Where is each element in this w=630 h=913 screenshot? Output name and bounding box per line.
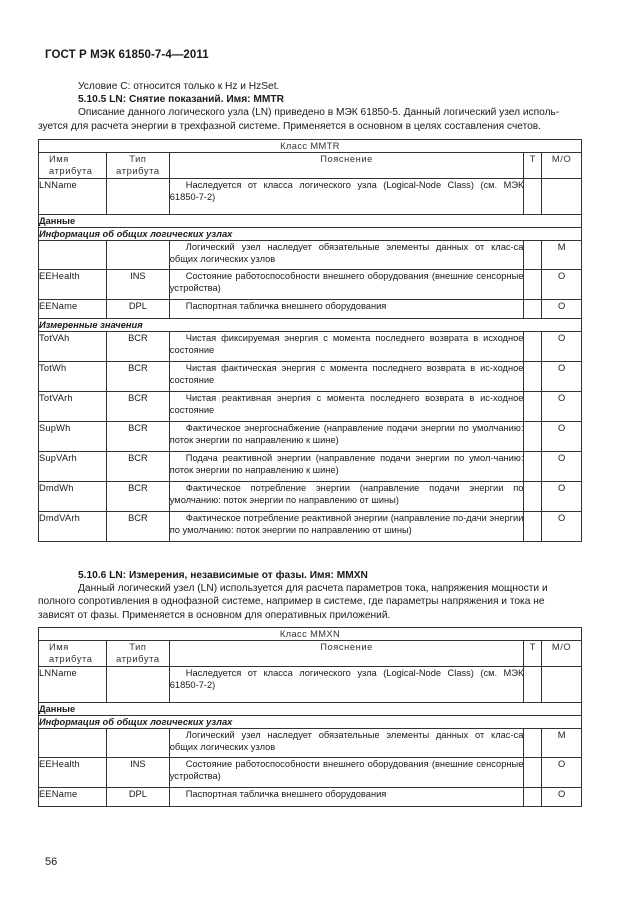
attribute-mo: O — [542, 422, 582, 452]
attribute-explanation: Логический узел наследует обязательные элементы данных от клас-са общих логических узлов — [169, 729, 524, 758]
attribute-name: EEName — [39, 788, 107, 807]
attribute-type: INS — [106, 758, 169, 788]
attribute-mo: M — [542, 241, 582, 270]
attribute-type — [106, 729, 169, 758]
table-row — [39, 482, 582, 512]
attribute-name: SupWh — [39, 422, 107, 452]
attribute-explanation: Чистая фиксируемая энергия с момента последнего возврата в исходное состояние — [169, 332, 524, 362]
attribute-t — [524, 667, 542, 703]
attribute-name — [39, 729, 107, 758]
attribute-name: TotWh — [39, 362, 107, 392]
column-header-name: Имя атрибута — [39, 153, 107, 179]
attribute-mo: O — [542, 788, 582, 807]
attribute-explanation: Состояние работоспособности внешнего оборудования (внешние сенсорные устройства) — [169, 270, 524, 300]
mmxn-description-line2: полного сопротивления в однофазной системе, например в системе, где параметры напряжения и тока не — [38, 596, 545, 608]
measured-values-label: Измеренные значения — [39, 319, 582, 332]
attribute-name: LNName — [39, 667, 107, 703]
attribute-name: EEHealth — [39, 758, 107, 788]
attribute-t — [524, 788, 542, 807]
column-header-name: Имя атрибута — [39, 641, 107, 667]
attribute-mo: O — [542, 758, 582, 788]
column-header-type: Тип атрибута — [107, 153, 170, 179]
attribute-t — [524, 241, 542, 270]
mmxn-description-line3: зависят от фазы. Применяется в основном для оперативных приложений. — [38, 609, 391, 621]
attribute-t — [524, 422, 542, 452]
mmxn-description-line1: Данный логический узел (LN) используется для расчета параметров тока, напряжения мощности и — [78, 583, 548, 595]
attribute-explanation: Паспортная табличка внешнего оборудования — [169, 300, 524, 319]
attribute-t — [524, 300, 542, 319]
table-row — [39, 758, 582, 788]
attribute-explanation: Фактическое энергоснабжение (направление подачи энергии по умолчанию: поток энергии по направлению к шине) — [169, 422, 524, 452]
common-info-label: Информация об общих логических узлах — [39, 228, 582, 241]
column-header-type: Тип атрибута — [106, 641, 169, 667]
attribute-name: SupVArh — [39, 452, 107, 482]
table-row — [39, 392, 582, 422]
mmxn-intro — [38, 569, 582, 622]
mmtr-description-line1: Описание данного логического узла (LN) приведено в МЭК 61850-5. Данный логический узел исполь- — [78, 107, 560, 119]
attribute-mo: O — [542, 392, 582, 422]
table-row — [39, 362, 582, 392]
table-row — [39, 179, 582, 215]
column-header-t: T — [524, 153, 542, 179]
attribute-t — [524, 270, 542, 300]
attribute-type: BCR — [107, 332, 170, 362]
table-row — [39, 667, 582, 703]
data-section-label: Данные — [39, 703, 582, 716]
column-header-mo: M/O — [542, 641, 582, 667]
attribute-t — [524, 729, 542, 758]
attribute-type: BCR — [107, 512, 170, 542]
attribute-type — [107, 241, 170, 270]
table-row — [39, 300, 582, 319]
attribute-explanation: Фактическое потребление реактивной энергии (направление по-дачи энергии по умолчанию: поток энергии по направлению от шины) — [169, 512, 524, 542]
attribute-mo: O — [542, 270, 582, 300]
table-caption: Класс MMTR — [39, 140, 582, 153]
condition-text: Условие С: относится только к Hz и HzSet. — [78, 81, 280, 92]
attribute-type: DPL — [106, 788, 169, 807]
attribute-type: BCR — [107, 392, 170, 422]
attribute-t — [524, 452, 542, 482]
attribute-name: TotVAh — [39, 332, 107, 362]
table-row — [39, 422, 582, 452]
table-row — [39, 332, 582, 362]
attribute-t — [524, 482, 542, 512]
attribute-explanation: Паспортная табличка внешнего оборудования — [169, 788, 524, 807]
attribute-type: BCR — [107, 422, 170, 452]
attribute-name: EEHealth — [39, 270, 107, 300]
table-row — [39, 512, 582, 542]
attribute-t — [524, 392, 542, 422]
attribute-explanation: Наследуется от класса логического узла (Logical-Node Class) (см. МЭК 61850-7-2) — [169, 179, 524, 215]
attribute-explanation: Чистая реактивная энергия с момента последнего возврата в ис-ходное состояние — [169, 392, 524, 422]
attribute-type — [106, 667, 169, 703]
table-row — [39, 241, 582, 270]
attribute-type — [107, 179, 170, 215]
section-heading-mmtr: 5.10.5 LN: Снятие показаний. Имя: MMTR — [78, 94, 284, 106]
condition-note — [38, 80, 582, 133]
page-number: 56 — [45, 856, 58, 868]
attribute-mo: O — [542, 332, 582, 362]
table-row — [39, 270, 582, 300]
mmtr-class-table — [38, 139, 582, 542]
mmtr-description-line2: зуется для расчета энергии в трехфазной системе. Применяется в основном в целях составления счетов. — [38, 120, 542, 132]
table-row — [39, 452, 582, 482]
attribute-type: INS — [107, 270, 170, 300]
table-caption: Класс MMXN — [39, 628, 582, 641]
attribute-t — [524, 332, 542, 362]
table-row — [39, 729, 582, 758]
attribute-explanation: Фактическое потребление энергии (направление подачи энергии по умолчанию: поток энергии по направлению от шины) — [169, 482, 524, 512]
attribute-t — [524, 179, 542, 215]
attribute-name: EEName — [39, 300, 107, 319]
attribute-name — [39, 241, 107, 270]
column-header-explanation: Пояснение — [169, 153, 524, 179]
attribute-type: DPL — [107, 300, 170, 319]
attribute-type: BCR — [107, 362, 170, 392]
table-row — [39, 788, 582, 807]
column-header-mo: M/O — [542, 153, 582, 179]
attribute-mo: O — [542, 300, 582, 319]
attribute-explanation: Наследуется от класса логического узла (Logical-Node Class) (см. МЭК 61850-7-2) — [169, 667, 524, 703]
data-section-label: Данные — [39, 215, 582, 228]
column-header-t: T — [524, 641, 542, 667]
mmxn-class-table — [38, 627, 582, 807]
attribute-name: DmdVArh — [39, 512, 107, 542]
attribute-name: TotVArh — [39, 392, 107, 422]
attribute-name: DmdWh — [39, 482, 107, 512]
attribute-explanation: Состояние работоспособности внешнего оборудования (внешние сенсорные устройства) — [169, 758, 524, 788]
attribute-name: LNName — [39, 179, 107, 215]
attribute-explanation: Чистая фактическая энергия с момента последнего возврата в ис-ходное состояние — [169, 362, 524, 392]
section-heading-mmxn: 5.10.6 LN: Измерения, независимые от фазы. Имя: MMXN — [78, 570, 368, 581]
attribute-mo — [542, 667, 582, 703]
attribute-mo — [542, 179, 582, 215]
attribute-t — [524, 512, 542, 542]
attribute-mo: O — [542, 512, 582, 542]
attribute-mo: M — [542, 729, 582, 758]
attribute-mo: O — [542, 362, 582, 392]
attribute-explanation: Подача реактивной энергии (направление подачи энергии по умол-чанию: поток энергии по направлению к шине) — [169, 452, 524, 482]
attribute-t — [524, 758, 542, 788]
attribute-mo: O — [542, 482, 582, 512]
attribute-t — [524, 362, 542, 392]
common-info-label: Информация об общих логических узлах — [39, 716, 582, 729]
attribute-mo: O — [542, 452, 582, 482]
attribute-explanation: Логический узел наследует обязательные элементы данных от клас-са общих логических узлов — [169, 241, 524, 270]
document-header: ГОСТ Р МЭК 61850-7-4—2011 — [45, 49, 209, 61]
attribute-type: BCR — [107, 482, 170, 512]
attribute-type: BCR — [107, 452, 170, 482]
column-header-explanation: Пояснение — [169, 641, 524, 667]
